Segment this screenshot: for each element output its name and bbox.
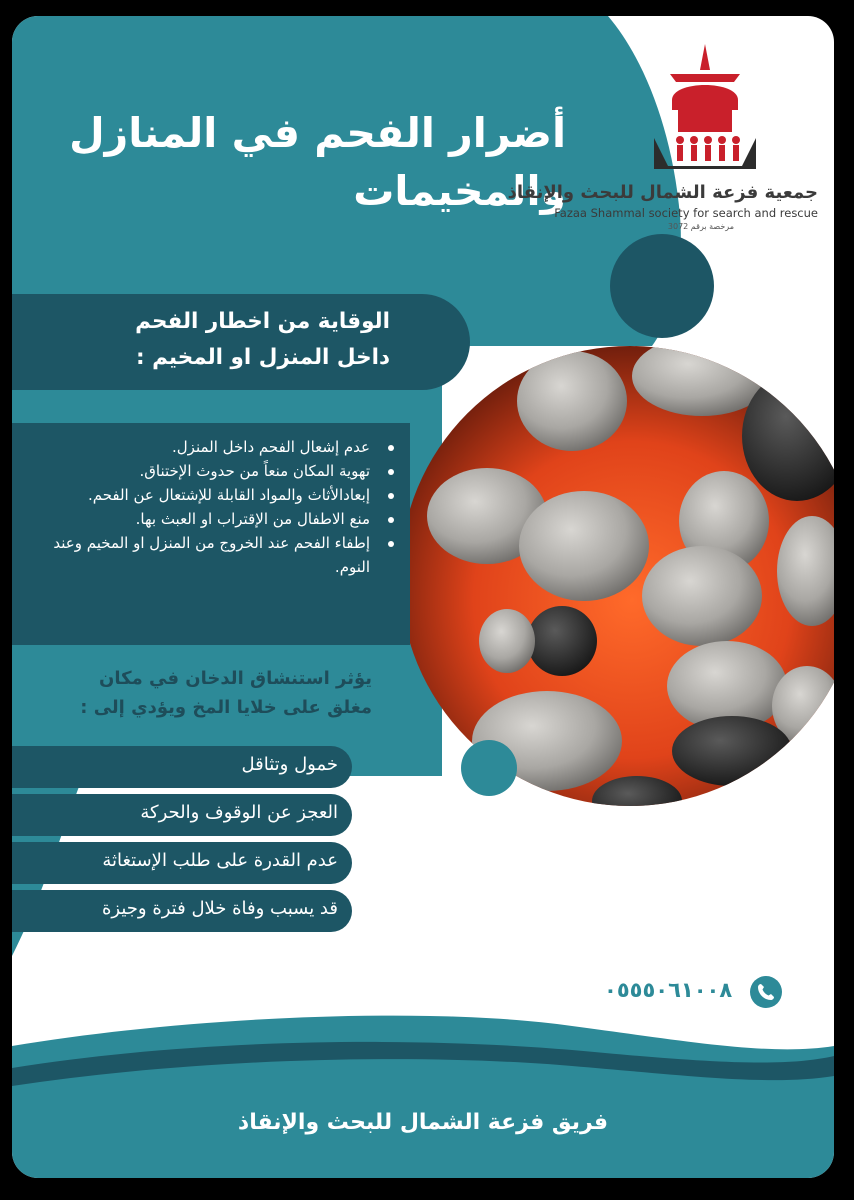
prevention-list [12, 435, 410, 579]
effect-pill: خمول وتثاقل [12, 746, 352, 788]
smoke-warning [32, 664, 372, 722]
bullet-icon [388, 517, 394, 523]
effect-pill: عدم القدرة على طلب الإستغاثة [12, 842, 352, 884]
title-line-1: أضرار الفحم في المنازل [69, 109, 566, 157]
effect-pill: العجز عن الوقوف والحركة [12, 794, 352, 836]
organization-logo [507, 36, 828, 236]
page-title [26, 104, 566, 220]
charcoal-photo [392, 336, 834, 826]
prevention-heading-line-1: الوقاية من اخطار الفحم [135, 309, 390, 334]
prevention-list-box [12, 423, 410, 645]
logo-registration: مرخصة برقم 3072 [667, 222, 734, 231]
smoke-warning-line-1: يؤثر استنشاق الدخان في مكان [99, 668, 372, 689]
prevention-heading [12, 294, 470, 390]
bullet-icon [388, 445, 394, 451]
footer-team-name: فريق فزعة الشمال للبحث والإنقاذ [237, 1110, 609, 1135]
footer-wave-light [12, 1016, 834, 1178]
list-item: تهوية المكان منعاً من حدوث الإختناق. [12, 459, 410, 483]
title-line-2: والمخيمات [353, 167, 566, 215]
list-item: إبعادالأثاث والمواد القابلة للإشتعال عن الفحم. [12, 483, 410, 507]
deco-circle-bottom [461, 740, 517, 796]
bullet-icon [388, 493, 394, 499]
smoke-warning-line-2: مغلق على خلايا المخ ويؤدي إلى : [80, 697, 372, 718]
bullet-icon [388, 469, 394, 475]
effect-pill: قد يسبب وفاة خلال فترة وجيزة [12, 890, 352, 932]
phone-icon[interactable] [750, 976, 782, 1008]
logo-emblem-icon [650, 40, 760, 180]
logo-name-arabic: جمعية فزعة الشمال للبحث والإنقاذ [507, 182, 818, 203]
prevention-heading-line-2: داخل المنزل او المخيم : [135, 345, 390, 370]
deco-circle-top [610, 234, 714, 338]
list-item: منع الاطفال من الإقتراب او العبث بها. [12, 507, 410, 531]
list-item: إطفاء الفحم عند الخروج من المنزل او المخيم وعند النوم. [12, 531, 410, 579]
bullet-icon [388, 541, 394, 547]
list-item: عدم إشعال الفحم داخل المنزل. [12, 435, 410, 459]
poster-card [12, 16, 834, 1178]
phone-number[interactable]: ٠٥٥٥٠٦١٠٠٨ [604, 978, 733, 1002]
logo-name-english: Fazaa Shammal society for search and rescue [554, 206, 818, 220]
